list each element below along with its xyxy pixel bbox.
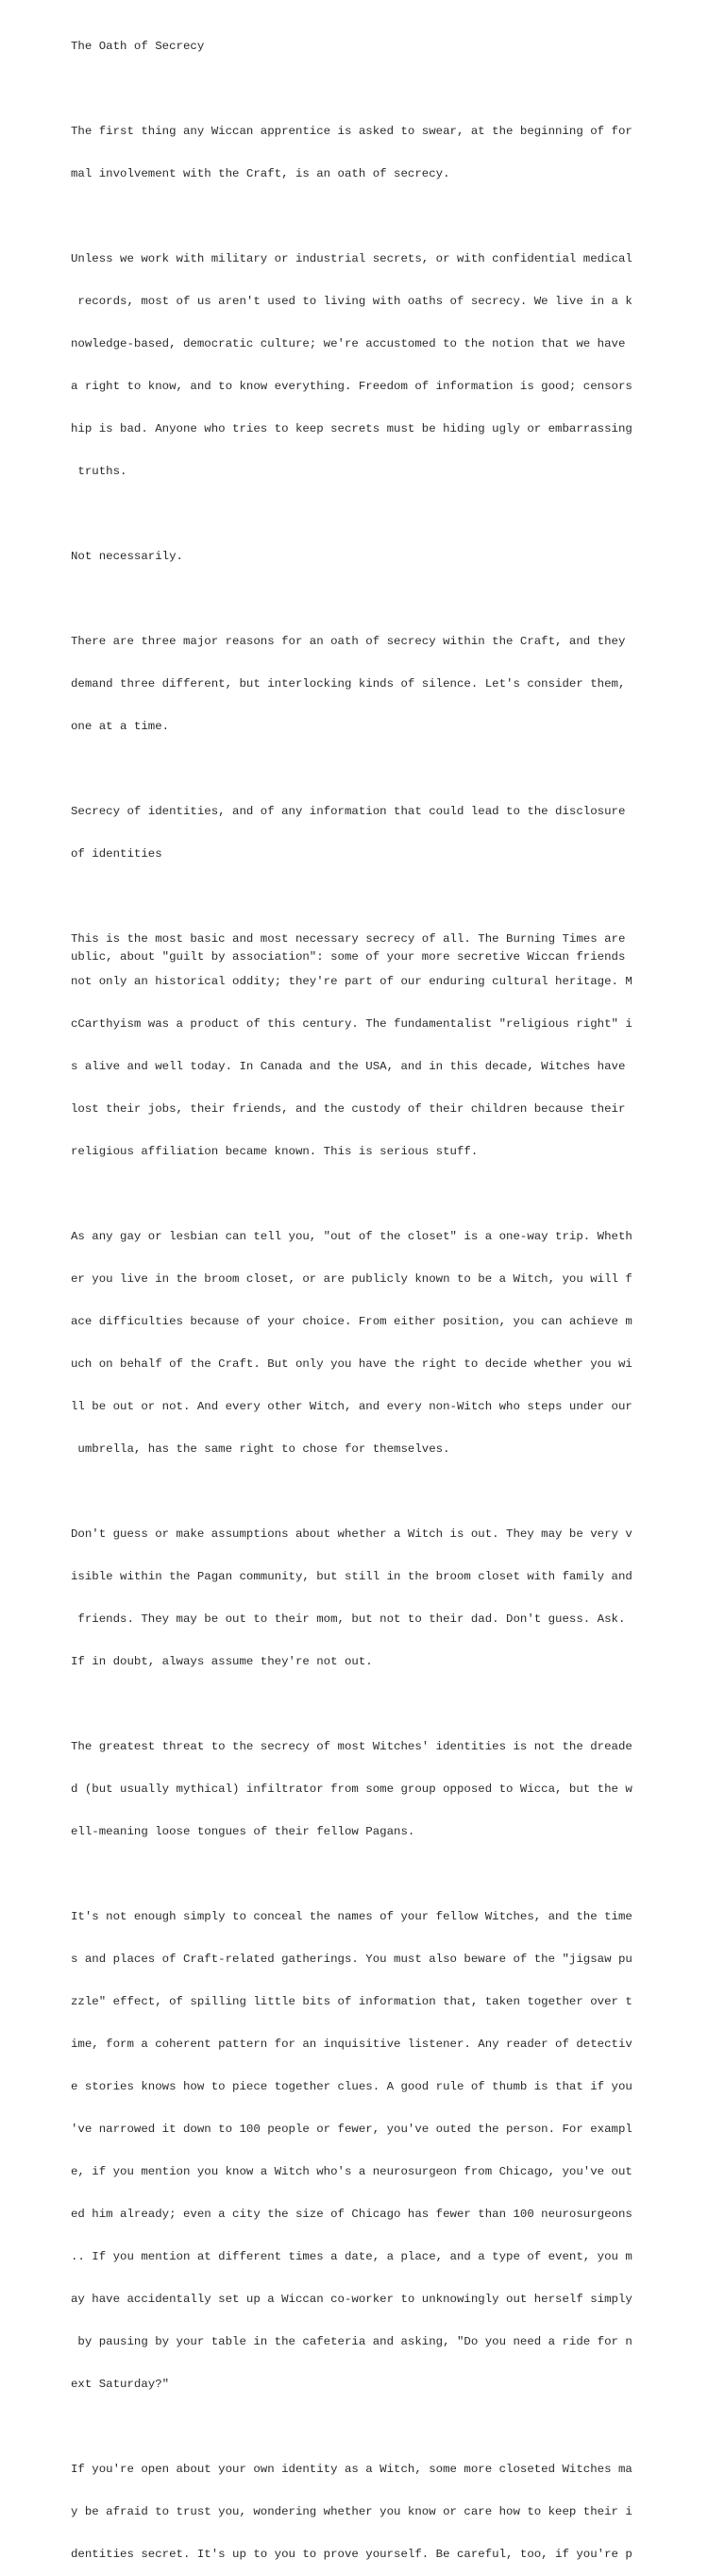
document-line: ay have accidentally set up a Wiccan co-worker to unknowingly out herself simply — [71, 2293, 632, 2306]
document-line: If in doubt, always assume they're not out. — [71, 1655, 373, 1668]
document-line: one at a time. — [71, 720, 170, 733]
document-line: ime, form a coherent pattern for an inquisitive listener. Any reader of detectiv — [71, 2038, 632, 2051]
blank-line — [71, 1485, 656, 1499]
document-line: 've narrowed it down to 100 people or fewer, you've outed the person. For exampl — [71, 2123, 632, 2136]
blank-line — [71, 2420, 656, 2434]
document-line: ll be out or not. And every other Witch, and every non-Witch who steps under our — [71, 1400, 632, 1413]
document-line: ext Saturday?" — [71, 2378, 170, 2391]
blank-line — [71, 507, 656, 521]
document-line: s alive and well today. In Canada and the USA, and in this decade, Witches have — [71, 1060, 626, 1073]
document-line: ace difficulties because of your choice. From either position, you can achieve m — [71, 1315, 632, 1328]
document-line: e stories knows how to piece together clues. A good rule of thumb is that if you — [71, 2080, 632, 2093]
blank-line — [71, 1187, 656, 1202]
document-line: e, if you mention you know a Witch who's a neurosurgeon from Chicago, you've out — [71, 2165, 632, 2178]
document-line: y be afraid to trust you, wondering whether you know or care how to keep their i — [71, 2505, 632, 2518]
document-line: zzle" effect, of spilling little bits of information that, taken together over t — [71, 1995, 632, 2008]
document-line: If you're open about your own identity as a Witch, some more closeted Witches ma — [71, 2463, 632, 2476]
document-line: This is the most basic and most necessary secrecy of all. The Burning Times are — [71, 932, 626, 946]
document-footer-line: ublic, about "guilt by association": some of your more secretive Wiccan friends — [71, 950, 626, 964]
document-line: Unless we work with military or industrial secrets, or with confidential medical — [71, 252, 632, 265]
document-line: dentities secret. It's up to you to prove yourself. Be careful, too, if you're p — [71, 2548, 632, 2561]
document-line: truths. — [71, 465, 127, 478]
document-line: Don't guess or make assumptions about whether a Witch is out. They may be very v — [71, 1527, 632, 1541]
document-line: a right to know, and to know everything. Freedom of information is good; censors — [71, 380, 632, 393]
document-line: nowledge-based, democratic culture; we're accustomed to the notion that we have — [71, 337, 626, 350]
blank-line — [71, 1697, 656, 1712]
document-line: Not necessarily. — [71, 550, 183, 563]
document-line: It's not enough simply to conceal the names of your fellow Witches, and the time — [71, 1910, 632, 1923]
document-body — [71, 11, 656, 2576]
document-line: by pausing by your table in the cafeteria and asking, "Do you need a ride for n — [71, 2335, 632, 2348]
document-line: not only an historical oddity; they're part of our enduring cultural heritage. M — [71, 975, 632, 988]
document-line: The first thing any Wiccan apprentice is asked to swear, at the beginning of for — [71, 125, 632, 138]
document-line: demand three different, but interlocking kinds of silence. Let's consider them, — [71, 677, 626, 691]
document-line: cCarthyism was a product of this century. The fundamentalist "religious right" i — [71, 1017, 632, 1031]
blank-line — [71, 210, 656, 224]
document-line: s and places of Craft-related gatherings. You must also beware of the "jigsaw pu — [71, 1953, 632, 1966]
document-line: The greatest threat to the secrecy of most Witches' identities is not the dreade — [71, 1740, 632, 1753]
document-line: mal involvement with the Craft, is an oath of secrecy. — [71, 167, 450, 180]
blank-line — [71, 592, 656, 606]
document-line: ell-meaning loose tongues of their fellow Pagans. — [71, 1825, 415, 1838]
blank-line — [71, 82, 656, 96]
document-line: As any gay or lesbian can tell you, "out of the closet" is a one-way trip. Wheth — [71, 1230, 632, 1243]
document-line: umbrella, has the same right to chose for themselves. — [71, 1442, 450, 1456]
blank-line — [71, 890, 656, 904]
document-line: er you live in the broom closet, or are publicly known to be a Witch, you will f — [71, 1272, 632, 1286]
document-line: lost their jobs, their friends, and the custody of their children because their — [71, 1102, 626, 1116]
document-line: of identities — [71, 847, 162, 861]
document-line: d (but usually mythical) infiltrator from some group opposed to Wicca, but the w — [71, 1783, 632, 1796]
document-line: hip is bad. Anyone who tries to keep secrets must be hiding ugly or embarrassing — [71, 422, 632, 435]
document-line: records, most of us aren't used to living with oaths of secrecy. We live in a k — [71, 295, 632, 308]
document-line: There are three major reasons for an oath of secrecy within the Craft, and they — [71, 635, 626, 648]
blank-line — [71, 1868, 656, 1882]
document-line: ed him already; even a city the size of Chicago has fewer than 100 neurosurgeons — [71, 2208, 632, 2221]
document-line: religious affiliation became known. This is serious stuff. — [71, 1145, 479, 1158]
document-line: .. If you mention at different times a date, a place, and a type of event, you m — [71, 2250, 632, 2263]
document-line: friends. They may be out to their mom, but not to their dad. Don't guess. Ask. — [71, 1612, 626, 1626]
blank-line — [71, 762, 656, 776]
document-line: The Oath of Secrecy — [71, 40, 205, 53]
document-line: isible within the Pagan community, but still in the broom closet with family and — [71, 1570, 632, 1583]
document-line: Secrecy of identities, and of any information that could lead to the disclosure — [71, 805, 626, 818]
document-line: uch on behalf of the Craft. But only you have the right to decide whether you wi — [71, 1357, 632, 1371]
